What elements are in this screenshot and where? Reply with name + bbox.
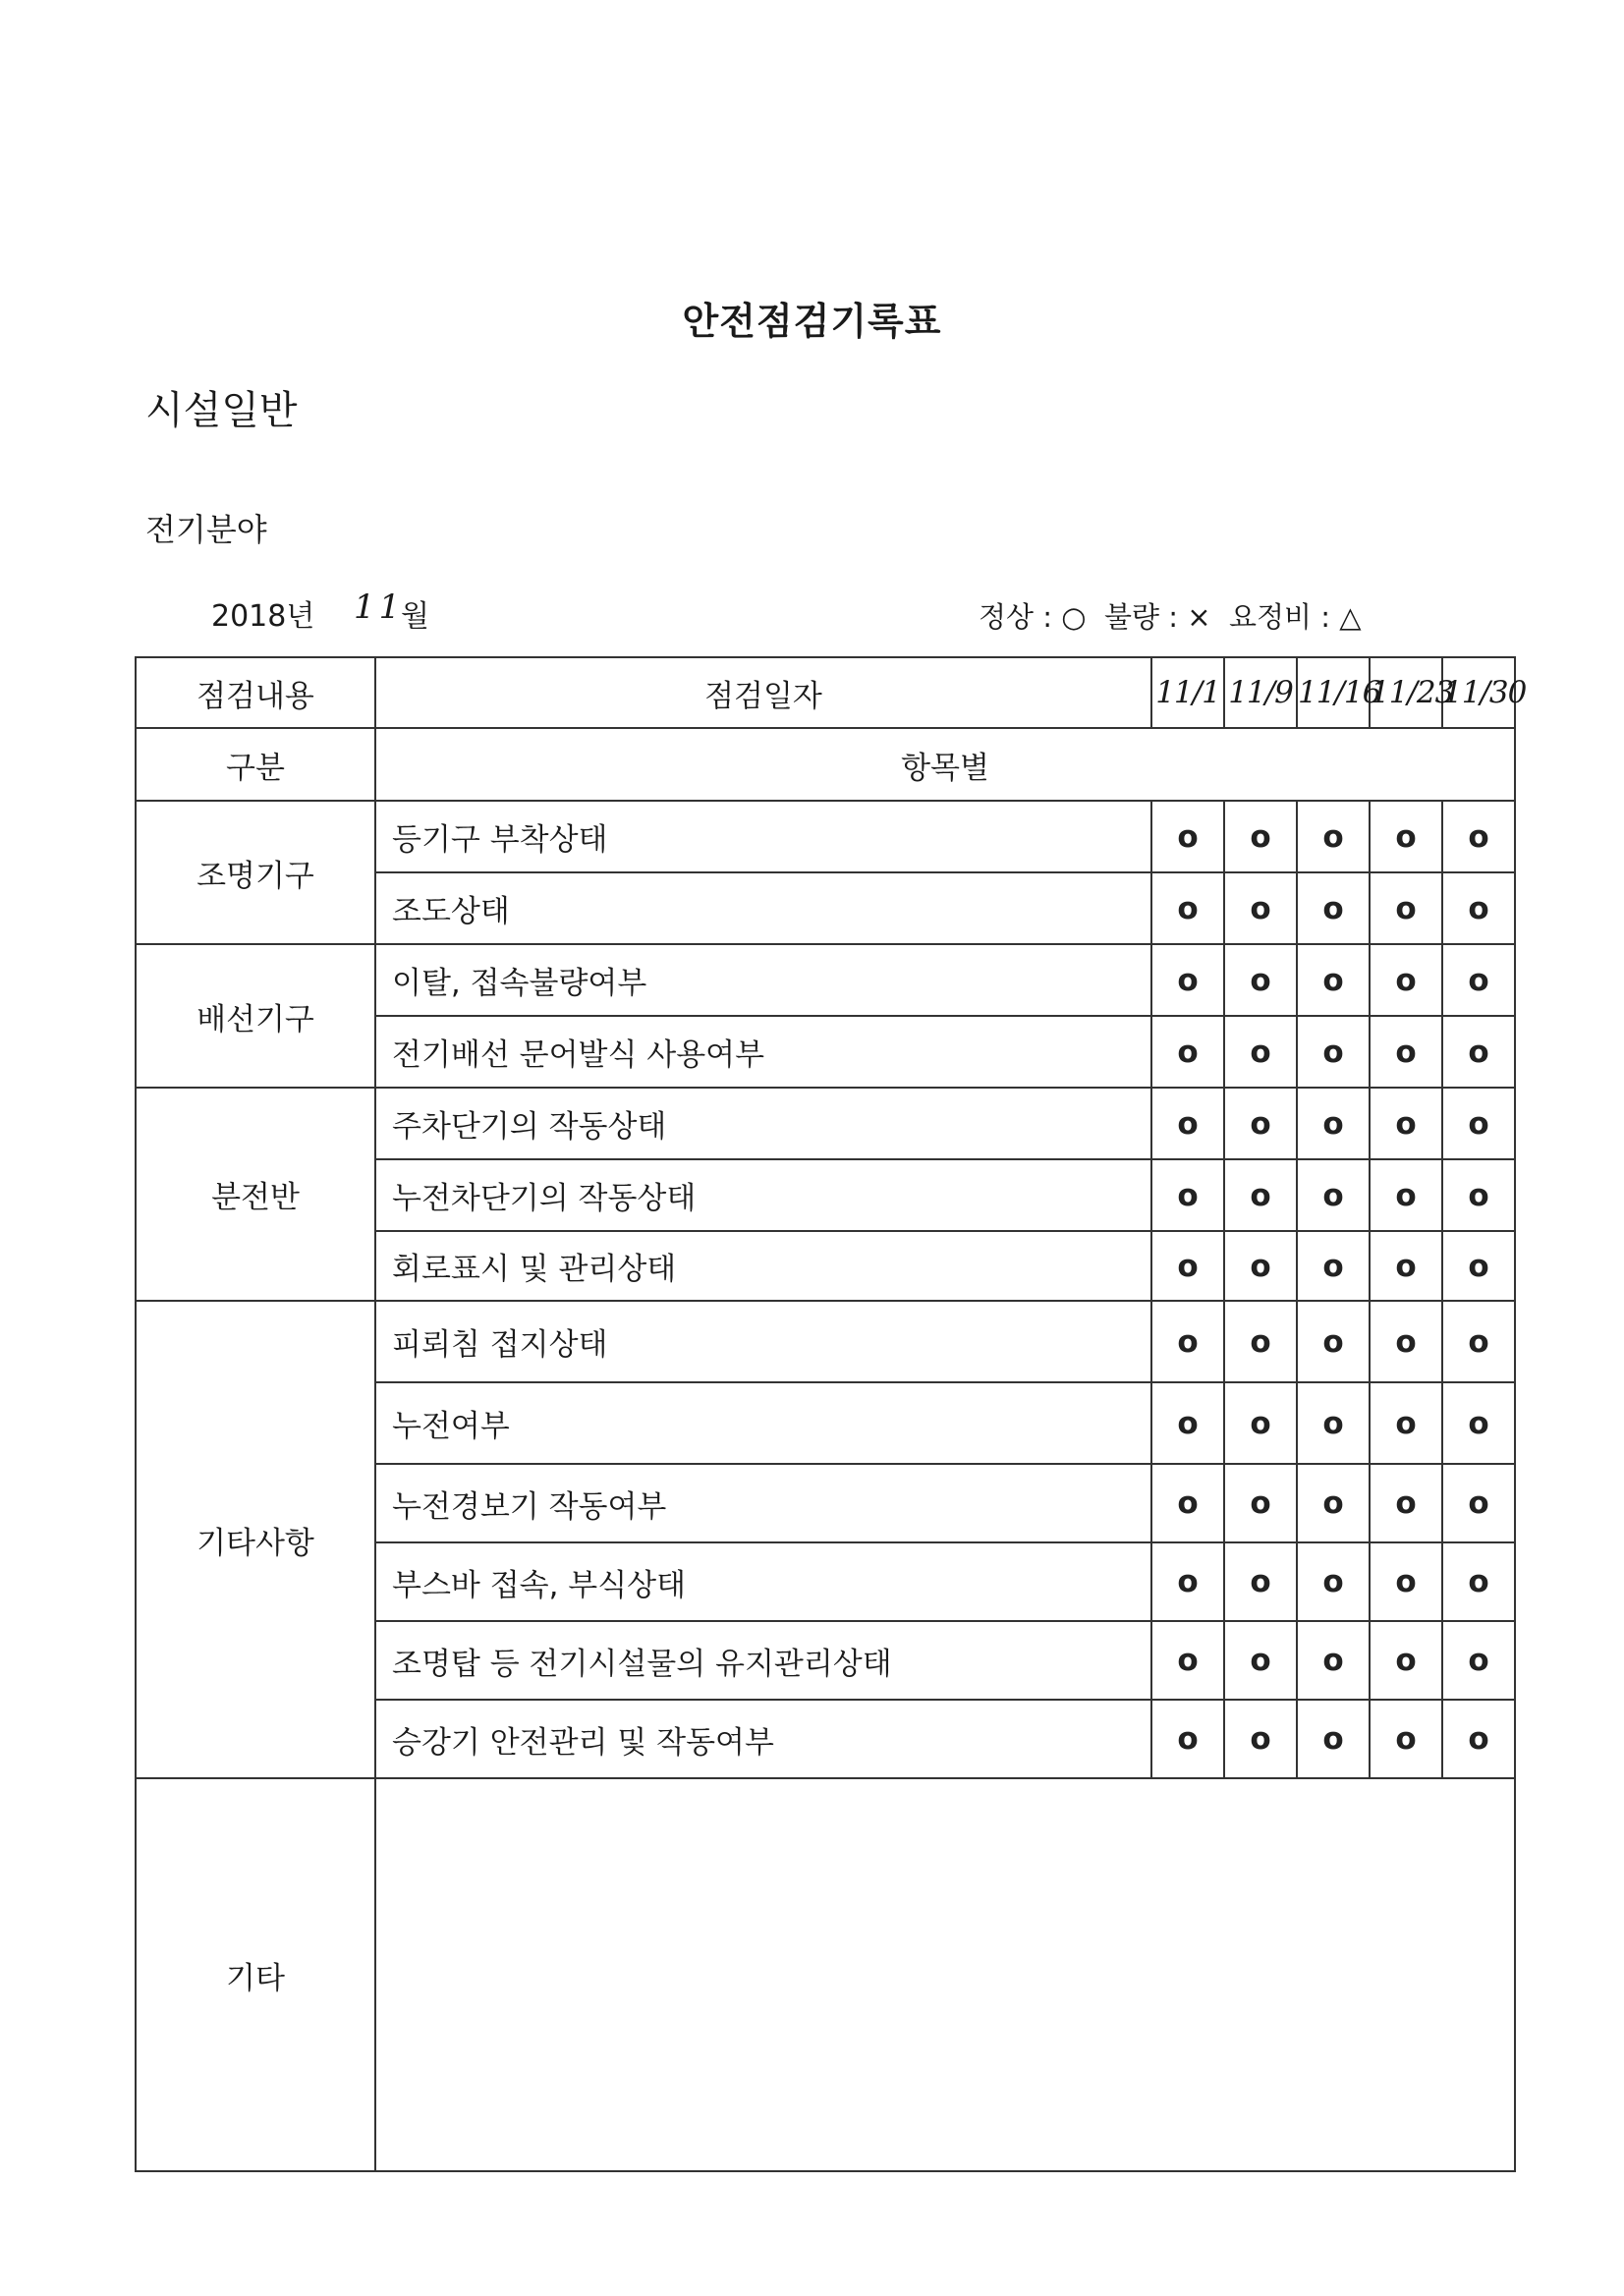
check-mark: o bbox=[1370, 872, 1442, 944]
check-mark: o bbox=[1224, 1301, 1297, 1382]
check-mark: o bbox=[1151, 1016, 1224, 1088]
section-heading: 시설일반 bbox=[145, 388, 298, 433]
item-label: 승강기 안전관리 및 작동여부 bbox=[375, 1700, 1151, 1778]
check-mark: o bbox=[1370, 1159, 1442, 1231]
check-mark: o bbox=[1224, 1621, 1297, 1700]
table-row bbox=[136, 944, 1515, 1016]
header-inspection-date: 점검일자 bbox=[375, 657, 1151, 728]
check-mark: o bbox=[1297, 1542, 1370, 1621]
check-mark: o bbox=[1297, 1301, 1370, 1382]
check-mark: o bbox=[1224, 801, 1297, 872]
date-cell: 11/16 bbox=[1297, 657, 1370, 728]
check-mark: o bbox=[1151, 1542, 1224, 1621]
item-label: 부스바 접속, 부식상태 bbox=[375, 1542, 1151, 1621]
check-mark: o bbox=[1442, 944, 1515, 1016]
check-mark: o bbox=[1297, 1088, 1370, 1159]
header-row-dates bbox=[136, 657, 1515, 728]
check-mark: o bbox=[1370, 801, 1442, 872]
date-cell: 11/30 bbox=[1442, 657, 1515, 728]
check-mark: o bbox=[1151, 872, 1224, 944]
header-category: 구분 bbox=[136, 728, 375, 801]
check-mark: o bbox=[1224, 1088, 1297, 1159]
check-mark: o bbox=[1442, 1464, 1515, 1542]
check-mark: o bbox=[1442, 1159, 1515, 1231]
check-mark: o bbox=[1442, 872, 1515, 944]
check-mark: o bbox=[1370, 1382, 1442, 1464]
subsection-heading: 전기분야 bbox=[145, 511, 267, 548]
check-mark: o bbox=[1224, 1231, 1297, 1301]
check-mark: o bbox=[1442, 1231, 1515, 1301]
check-mark: o bbox=[1151, 1088, 1224, 1159]
check-mark: o bbox=[1224, 872, 1297, 944]
check-mark: o bbox=[1151, 1301, 1224, 1382]
item-label: 누전차단기의 작동상태 bbox=[375, 1159, 1151, 1231]
check-mark: o bbox=[1442, 1382, 1515, 1464]
check-mark: o bbox=[1297, 1700, 1370, 1778]
notes-area bbox=[375, 1778, 1515, 2171]
check-mark: o bbox=[1297, 1159, 1370, 1231]
check-mark: o bbox=[1297, 1382, 1370, 1464]
category-cell: 조명기구 bbox=[136, 801, 375, 944]
item-label: 등기구 부착상태 bbox=[375, 801, 1151, 872]
check-mark: o bbox=[1370, 1301, 1442, 1382]
item-label: 회로표시 및 관리상태 bbox=[375, 1231, 1151, 1301]
table-row bbox=[136, 1088, 1515, 1159]
header-item: 항목별 bbox=[375, 728, 1515, 801]
date-cell: 11/23 bbox=[1370, 657, 1442, 728]
table-row bbox=[136, 1301, 1515, 1382]
check-mark: o bbox=[1442, 1621, 1515, 1700]
check-mark: o bbox=[1370, 1542, 1442, 1621]
item-label: 누전여부 bbox=[375, 1382, 1151, 1464]
item-label: 누전경보기 작동여부 bbox=[375, 1464, 1151, 1542]
check-mark: o bbox=[1151, 1621, 1224, 1700]
check-mark: o bbox=[1370, 1231, 1442, 1301]
check-mark: o bbox=[1224, 1700, 1297, 1778]
inspection-table bbox=[135, 656, 1527, 2172]
check-mark: o bbox=[1151, 944, 1224, 1016]
category-cell: 배선기구 bbox=[136, 944, 375, 1088]
item-label: 전기배선 문어발식 사용여부 bbox=[375, 1016, 1151, 1088]
check-mark: o bbox=[1442, 801, 1515, 872]
check-mark: o bbox=[1297, 872, 1370, 944]
check-mark: o bbox=[1370, 1088, 1442, 1159]
check-mark: o bbox=[1297, 1016, 1370, 1088]
date-cell: 11/9 bbox=[1224, 657, 1297, 728]
check-mark: o bbox=[1151, 1231, 1224, 1301]
check-mark: o bbox=[1151, 1382, 1224, 1464]
page-title: 안전점검기록표 bbox=[682, 300, 942, 343]
check-mark: o bbox=[1224, 1382, 1297, 1464]
footer-label: 기타 bbox=[136, 1778, 375, 2171]
month-label: 월 bbox=[401, 599, 429, 634]
check-mark: o bbox=[1224, 1542, 1297, 1621]
check-mark: o bbox=[1224, 1159, 1297, 1231]
check-mark: o bbox=[1297, 1464, 1370, 1542]
check-mark: o bbox=[1442, 1016, 1515, 1088]
item-label: 이탈, 접속불량여부 bbox=[375, 944, 1151, 1016]
check-mark: o bbox=[1151, 1464, 1224, 1542]
header-inspection-content: 점검내용 bbox=[136, 657, 375, 728]
legend: 정상 : ○ 불량 : × 요정비 : △ bbox=[979, 600, 1362, 634]
check-mark: o bbox=[1297, 801, 1370, 872]
header-row-category bbox=[136, 728, 1515, 801]
check-mark: o bbox=[1442, 1700, 1515, 1778]
footer-row bbox=[136, 1778, 1515, 2171]
check-mark: o bbox=[1224, 1016, 1297, 1088]
check-mark: o bbox=[1224, 944, 1297, 1016]
check-mark: o bbox=[1442, 1542, 1515, 1621]
table-row bbox=[136, 801, 1515, 872]
check-mark: o bbox=[1151, 801, 1224, 872]
check-mark: o bbox=[1370, 1621, 1442, 1700]
check-mark: o bbox=[1297, 1231, 1370, 1301]
category-cell: 분전반 bbox=[136, 1088, 375, 1301]
year-label: 2018년 bbox=[211, 599, 315, 634]
check-mark: o bbox=[1370, 1464, 1442, 1542]
date-cell: 11/1 bbox=[1151, 657, 1224, 728]
check-mark: o bbox=[1151, 1159, 1224, 1231]
item-label: 피뢰침 접지상태 bbox=[375, 1301, 1151, 1382]
month-value: 11 bbox=[354, 588, 405, 627]
item-label: 조명탑 등 전기시설물의 유지관리상태 bbox=[375, 1621, 1151, 1700]
item-label: 주차단기의 작동상태 bbox=[375, 1088, 1151, 1159]
check-mark: o bbox=[1442, 1088, 1515, 1159]
check-mark: o bbox=[1370, 1700, 1442, 1778]
check-mark: o bbox=[1224, 1464, 1297, 1542]
check-mark: o bbox=[1442, 1301, 1515, 1382]
check-mark: o bbox=[1370, 944, 1442, 1016]
check-mark: o bbox=[1370, 1016, 1442, 1088]
check-mark: o bbox=[1297, 944, 1370, 1016]
item-label: 조도상태 bbox=[375, 872, 1151, 944]
category-cell: 기타사항 bbox=[136, 1301, 375, 1778]
check-mark: o bbox=[1151, 1700, 1224, 1778]
check-mark: o bbox=[1297, 1621, 1370, 1700]
